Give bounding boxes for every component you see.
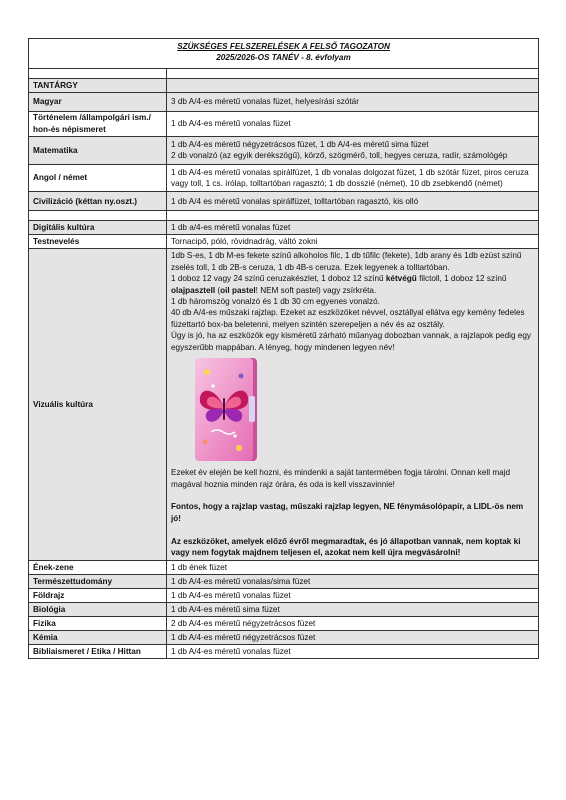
items-cell <box>167 249 539 561</box>
subject-cell: Biológia <box>29 603 167 617</box>
items-cell: 1 db A/4-es méretű vonalas füzet <box>167 645 539 659</box>
subject-cell: Civilizáció (kéttan ny.oszt.) <box>29 192 167 211</box>
items-paragraph: 1 db háromszög vonalzó és 1 db 30 cm egyenes vonalzó. <box>171 297 380 307</box>
spacer <box>171 524 534 535</box>
items-cell: 1 db A/4-es méretű vonalas füzet <box>167 589 539 603</box>
row-digitalis <box>29 221 539 235</box>
row-civilizacio <box>29 192 539 211</box>
items-paragraph: Úgy is jó, ha az eszközök egy kisméretű zárható műanyag dobozban vannak, a rajzlapok pedig egy egyszerűbb mappában. A lényeg, hogy mindenen legyen név! <box>171 331 532 352</box>
row-termeszet <box>29 575 539 589</box>
subject-cell: Vizuális kultúra <box>29 249 167 561</box>
supplies-table <box>28 38 539 659</box>
items-cell: Tornacipő, póló, rövidnadrág, váltó zokni <box>167 235 539 249</box>
items-paragraph-bold: Fontos, hogy a rajzlap vastag, műszaki rajzlap legyen, NE fénymásolópapír, a LIDL-ös nem jó! <box>171 502 524 523</box>
subject-cell: Bibliaismeret / Etika / Hittan <box>29 645 167 659</box>
blank-row <box>29 211 539 221</box>
column-header-empty <box>167 78 539 92</box>
text-run: 1 doboz 12 vagy 24 színű ceruzakészlet, 1 doboz 12 színű <box>171 274 386 284</box>
subject-cell: Kémia <box>29 631 167 645</box>
butterfly-folder-icon <box>193 356 263 463</box>
subject-cell: Testnevelés <box>29 235 167 249</box>
column-header-subject: TANTÁRGY <box>29 78 167 92</box>
text-run: ( <box>215 285 221 295</box>
subject-cell: Magyar <box>29 92 167 111</box>
items-paragraph: 40 db A/4-es műszaki rajzlap. Ezeket az eszközöket névvel, osztállyal ellátva egy kemény fedeles füzettartó box-ba beletenni, melyen szintén szerepeljen a név és az osztály. <box>171 308 525 329</box>
subject-cell: Matematika <box>29 136 167 164</box>
subject-cell: Fizika <box>29 617 167 631</box>
row-kemia <box>29 631 539 645</box>
title-line-2: 2025/2026-OS TANÉV - 8. évfolyam <box>216 53 351 63</box>
items-cell: 1 db A/4-es méretű vonalas spirálfüzet, 1 db vonalas dolgozat füzet, 1 db szótár füzet, piros ceruza vagy toll, 1 cs. írólap, tolltartóban ragasztó; 1 db dosszié (német), 10 db zsebkendő (német) <box>167 164 539 192</box>
row-matematika <box>29 136 539 164</box>
items-cell: 1 db A/4-es méretű sima füzet <box>167 603 539 617</box>
title-line-1: SZÜKSÉGES FELSZERELÉSEK A FELSŐ TAGOZATON <box>177 42 390 51</box>
row-biblia <box>29 645 539 659</box>
folder-box-image <box>171 353 534 467</box>
items-cell: 1 db A/4-es méretű négyzetrácsos füzet <box>167 631 539 645</box>
column-header-row <box>29 78 539 92</box>
bold-run: olajpasztell <box>171 285 216 295</box>
items-cell: 1 db a/4-es méretű vonalas füzet <box>167 221 539 235</box>
text-run: ! NEM soft pastel) vagy zsírkréta. <box>255 285 377 295</box>
subject-cell: Angol / német <box>29 164 167 192</box>
items-paragraph-bold: Az eszközöket, amelyek előző évről megmaradtak, és jó állapotban vannak, nem koptak ki vagy nem fogytak majdnem teljesen el, azokat nem kell újra megvásárolni! <box>171 536 521 557</box>
items-paragraph: 1db S-es, 1 db M-es fekete színű alkoholos filc, 1 db tűfilc (fekete), 1db arany és 1db ezüst színű zselés toll, 1 db 2B-s ceruza, 1 db 4B-s ceruza. Ezek legyenek a tolltartóban. <box>171 251 522 272</box>
document-page <box>28 38 538 659</box>
row-tortenelem <box>29 111 539 136</box>
items-cell: 1 db A/4-es méretű vonalas füzet <box>167 111 539 136</box>
items-line: 1 db A/4-es méretű négyzetrácsos füzet, 1 db A/4-es méretű sima füzet <box>171 139 429 149</box>
items-paragraph: Ezeket év elején be kell hozni, és mindenki a saját tantermében fogja tárolni. Onnan kell majd magával hoznia minden rajz órára, és oda is kell visszavinnie! <box>171 468 511 489</box>
row-biologia <box>29 603 539 617</box>
row-fizika <box>29 617 539 631</box>
items-cell: 1 db A/4 es méretű vonalas spirálfüzet, tolltartóban ragasztó, kis olló <box>167 192 539 211</box>
bold-run: kétvégű <box>385 274 417 284</box>
subject-cell: Digitális kultúra <box>29 221 167 235</box>
items-paragraph <box>171 273 534 296</box>
items-cell <box>167 136 539 164</box>
row-angol <box>29 164 539 192</box>
bold-run: oil pastel <box>220 285 256 295</box>
items-cell: 1 db A/4-es méretű vonalas/sima füzet <box>167 575 539 589</box>
subject-cell: Földrajz <box>29 589 167 603</box>
row-vizualis <box>29 249 539 561</box>
subject-cell: Ének-zene <box>29 561 167 575</box>
row-foldrajz <box>29 589 539 603</box>
subject-cell: Természettudomány <box>29 575 167 589</box>
spacer <box>171 490 534 501</box>
items-cell: 1 db ének füzet <box>167 561 539 575</box>
row-testneveles <box>29 235 539 249</box>
items-line: 2 db vonalzó (az egyik derékszögű), körző, szögmérő, toll, hegyes ceruza, radír, számológép <box>171 151 508 161</box>
items-cell: 2 db A/4-es méretű négyzetrácsos füzet <box>167 617 539 631</box>
row-magyar <box>29 92 539 111</box>
row-enek <box>29 561 539 575</box>
title-row <box>29 39 539 69</box>
subject-cell: Történelem /állampolgári ism./ hon-és népismeret <box>29 111 167 136</box>
document-title <box>29 39 539 69</box>
blank-row <box>29 68 539 78</box>
text-run: filctoll, 1 doboz 12 színű <box>416 274 507 284</box>
items-cell: 3 db A/4-es méretű vonalas füzet, helyesírási szótár <box>167 92 539 111</box>
